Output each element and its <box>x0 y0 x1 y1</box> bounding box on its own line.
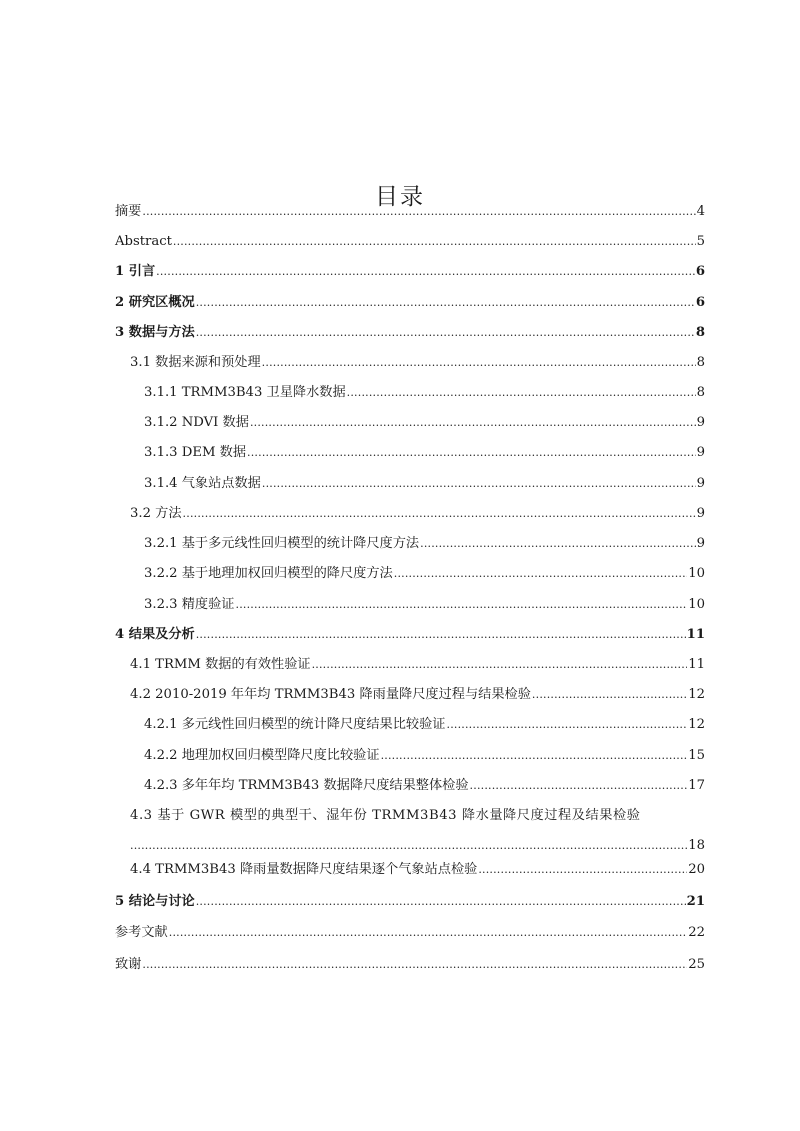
toc-entry-section-3-1-3[interactable] <box>144 444 705 462</box>
toc-entry-section-3-1[interactable] <box>130 354 705 372</box>
toc-page-number: 22 <box>688 925 705 940</box>
toc-dot-leader <box>196 294 695 312</box>
toc-page-number: 5 <box>696 234 705 249</box>
toc-page-number: 9 <box>696 476 705 491</box>
toc-dot-leader <box>196 893 686 911</box>
toc-entry-text: 4.4 TRMM3B43 降雨量数据降尺度结果逐个气象站点检验 <box>130 862 478 877</box>
toc-entry-chapter-3[interactable] <box>115 324 705 342</box>
toc-entry-text: 2 研究区概况 <box>115 295 195 310</box>
toc-entry-text: 摘要 <box>115 204 142 219</box>
toc-entry-section-4-4[interactable] <box>130 861 705 879</box>
toc-page-number: 8 <box>696 385 705 400</box>
toc-dot-leader <box>394 565 687 583</box>
toc-page-number: 15 <box>688 748 705 763</box>
toc-entry-text: 3.1 数据来源和预处理 <box>130 355 261 370</box>
toc-entry-section-4-2[interactable] <box>130 686 705 704</box>
toc-dot-leader <box>250 414 696 432</box>
toc-page-number: 9 <box>696 415 705 430</box>
toc-dot-leader <box>262 354 696 372</box>
toc-page-number: 20 <box>688 862 705 877</box>
toc-entry-text: 5 结论与讨论 <box>115 894 195 909</box>
toc-dot-leader <box>312 656 688 674</box>
toc-dot-leader <box>142 203 695 221</box>
toc-entry-text: 3.1.4 气象站点数据 <box>144 476 261 491</box>
toc-entry-chapter-4[interactable] <box>115 626 705 644</box>
toc-dot-leader <box>470 777 688 795</box>
toc-entry-section-3-2-1[interactable] <box>144 535 705 553</box>
toc-entry-section-4-3[interactable] <box>130 807 705 855</box>
toc-entry-section-3-2[interactable] <box>130 505 705 523</box>
toc-entry-text: 4.1 TRMM 数据的有效性验证 <box>130 657 311 672</box>
toc-entry-abstract-en[interactable] <box>115 233 705 251</box>
toc-page-number: 25 <box>688 957 705 972</box>
toc-page-number: 9 <box>696 445 705 460</box>
toc-page-number: 6 <box>695 295 705 310</box>
toc-entry-section-3-1-2[interactable] <box>144 414 705 432</box>
toc-dot-leader <box>183 505 696 523</box>
toc-entry-section-4-2-3[interactable] <box>144 777 705 795</box>
toc-entry-section-3-2-3[interactable] <box>144 596 705 614</box>
toc-dot-leader <box>532 686 687 704</box>
toc-entry-text: 4.2.2 地理加权回归模型降尺度比较验证 <box>144 748 380 763</box>
toc-entry-acknowledgements[interactable] <box>115 956 705 974</box>
toc-page-number: 21 <box>686 894 705 909</box>
toc-entry-text: 致谢 <box>115 957 142 972</box>
toc-dot-leader <box>347 384 696 402</box>
toc-dot-leader <box>196 324 695 342</box>
toc-entry-section-3-1-1[interactable] <box>144 384 705 402</box>
toc-dot-leader <box>169 924 687 942</box>
toc-dot-leader <box>196 626 686 644</box>
toc-dot-leader <box>478 861 687 879</box>
toc-entry-text: 4.2.1 多元线性回归模型的统计降尺度结果比较验证 <box>144 717 446 732</box>
toc-dot-leader <box>262 475 696 493</box>
toc-page-number: 12 <box>688 687 705 702</box>
toc-entry-text: 3.2.2 基于地理加权回归模型的降尺度方法 <box>144 566 393 581</box>
toc-entry-text: 4 结果及分析 <box>115 627 195 642</box>
toc-entry-text: Abstract <box>115 234 172 249</box>
toc-page-number: 12 <box>688 717 705 732</box>
toc-page-number: 11 <box>686 627 705 642</box>
toc-entry-references[interactable] <box>115 924 705 942</box>
toc-entry-text: 3.1.1 TRMM3B43 卫星降水数据 <box>144 385 346 400</box>
toc-dot-leader <box>420 535 695 553</box>
toc-entry-section-4-1[interactable] <box>130 656 705 674</box>
toc-entry-chapter-5[interactable] <box>115 893 705 911</box>
toc-page-number: 10 <box>688 566 705 581</box>
toc-entry-text: 3.1.3 DEM 数据 <box>144 445 247 460</box>
toc-entry-section-4-2-1[interactable] <box>144 716 705 734</box>
toc-page-number: 4 <box>696 204 705 219</box>
toc-entry-text: 参考文献 <box>115 925 168 940</box>
toc-entry-chapter-2[interactable] <box>115 294 705 312</box>
toc-entry-section-3-2-2[interactable] <box>144 565 705 583</box>
toc-page-number: 18 <box>688 838 705 853</box>
toc-page-number: 9 <box>696 506 705 521</box>
toc-dot-leader <box>173 233 696 251</box>
toc-entry-text: 1 引言 <box>115 264 156 279</box>
toc-dot-leader <box>236 596 688 614</box>
toc-entry-chapter-1[interactable] <box>115 263 705 281</box>
toc-page-number: 17 <box>688 778 705 793</box>
toc-entry-text: 3.1.2 NDVI 数据 <box>144 415 249 430</box>
toc-entry-text: 3 数据与方法 <box>115 325 195 340</box>
toc-dot-leader <box>130 837 687 855</box>
toc-page-number: 9 <box>696 536 705 551</box>
toc-dot-leader <box>447 716 688 734</box>
toc-entry-section-3-1-4[interactable] <box>144 475 705 493</box>
toc-entry-abstract-cn[interactable] <box>115 203 705 221</box>
toc-entry-text: 3.2 方法 <box>130 506 182 521</box>
toc-page-number: 11 <box>688 657 705 672</box>
toc-dot-leader <box>247 444 696 462</box>
toc-entry-section-4-2-2[interactable] <box>144 747 705 765</box>
toc-entry-continuation <box>130 837 705 855</box>
toc-title: 目录 <box>375 184 425 211</box>
toc-entry-text: 4.2 2010-2019 年年均 TRMM3B43 降雨量降尺度过程与结果检验 <box>130 687 531 702</box>
toc-page-number: 10 <box>688 597 705 612</box>
toc-dot-leader <box>156 263 695 281</box>
toc-entry-text: 3.2.1 基于多元线性回归模型的统计降尺度方法 <box>144 536 420 551</box>
toc-dot-leader <box>142 956 687 974</box>
toc-dot-leader <box>381 747 688 765</box>
toc-entry-text: 4.2.3 多年年均 TRMM3B43 数据降尺度结果整体检验 <box>144 778 469 793</box>
toc-page-number: 8 <box>696 355 705 370</box>
toc-page-number: 8 <box>695 325 705 340</box>
toc-entry-text: 3.2.3 精度验证 <box>144 597 235 612</box>
toc-page-number: 6 <box>695 264 705 279</box>
toc-entry-text: 4.3 基于 GWR 模型的典型干、湿年份 TRMM3B43 降水量降尺度过程及结果检验 <box>130 808 641 823</box>
